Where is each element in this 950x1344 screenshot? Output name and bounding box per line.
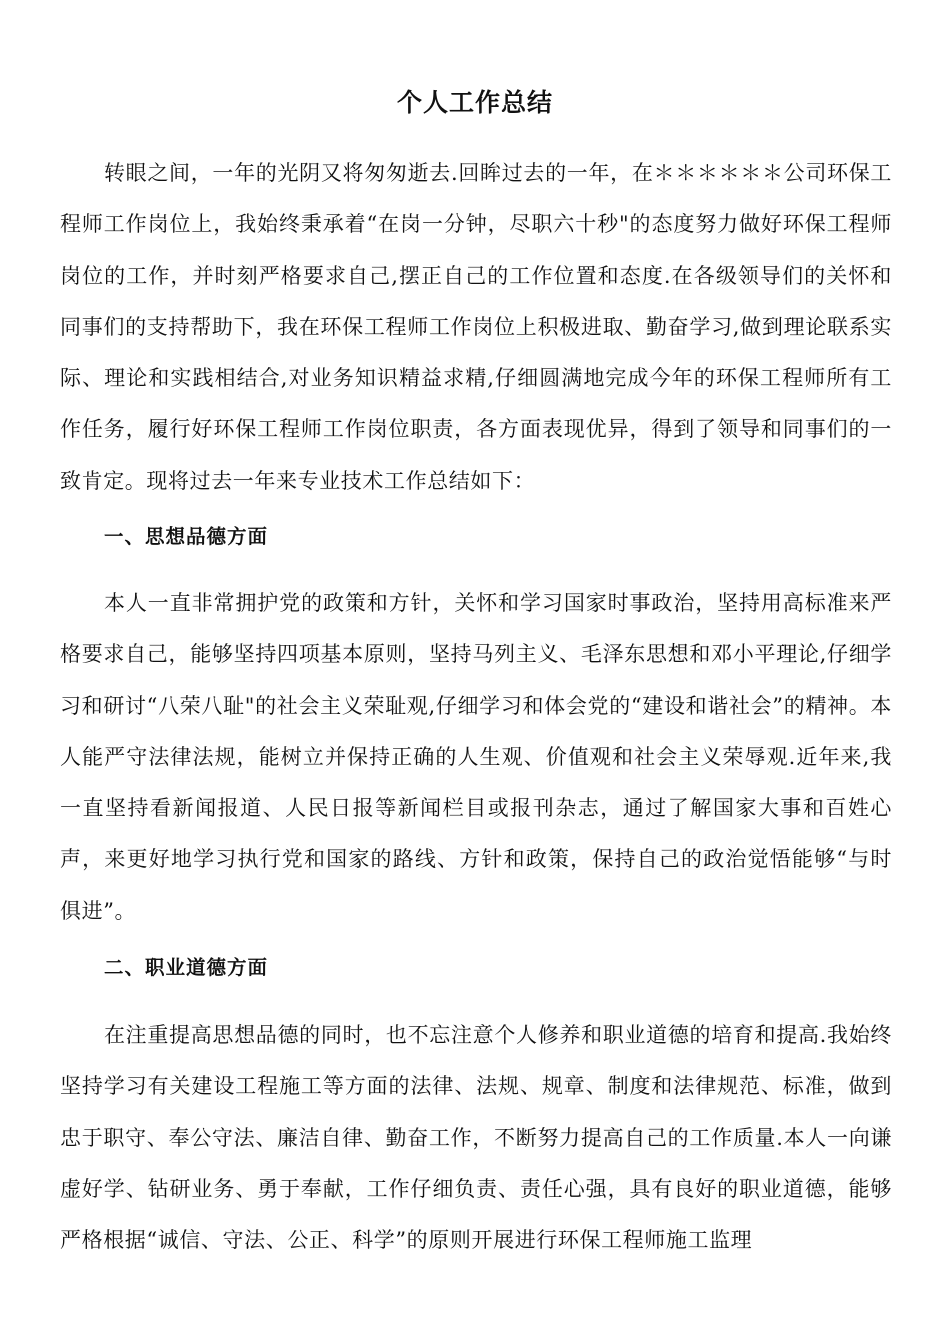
section-heading-ideology: 一、思想品德方面 <box>104 525 269 548</box>
document-title: 个人工作总结 <box>396 88 553 117</box>
section-heading-ethics: 二、职业道德方面 <box>104 956 269 979</box>
ideology-paragraph: 本人一直非常拥护党的政策和方针，关怀和学习国家时事政治，坚持用高标准来严格要求自己，能够坚持四项基本原则，坚持马列主义、毛泽东思想和邓小平理论,仔细学习和研讨“八荣八耻"的社会主义荣耻观,仔细学习和体会党的“建设和谐社会”的精神。本人能严守法律法规，能树立并保持正确的人生观、价值观和社会主义荣辱观.近年来,我一直坚持看新闻报道、人民日报等新闻栏目或报刊杂志，通过了解国家大事和百姓心声，来更好地学习执行党和国家的路线、方针和政策，保持自己的政治觉悟能够“与时俱进”。 <box>60 591 892 923</box>
ethics-paragraph: 在注重提高思想品德的同时，也不忘注意个人修养和职业道德的培育和提高.我始终坚持学习有关建设工程施工等方面的法律、法规、规章、制度和法律规范、标准，做到忠于职守、奉公守法、廉洁自律、勤奋工作，不断努力提高自己的工作质量.本人一向谦虚好学、钻研业务、勇于奉献，工作仔细负责、责任心强，具有良好的职业道德，能够严格根据“诚信、守法、公正、科学”的原则开展进行环保工程师施工监理 <box>60 1023 892 1253</box>
intro-paragraph: 转眼之间，一年的光阴又将匆匆逝去.回眸过去的一年，在＊＊＊＊＊＊公司环保工程师工作岗位上，我始终秉承着“在岗一分钟，尽职六十秒"的态度努力做好环保工程师岗位的工作，并时刻严格要求自己,摆正自己的工作位置和态度.在各级领导们的关怀和同事们的支持帮助下，我在环保工程师工作岗位上积极进取、勤奋学习,做到理论联系实际、理论和实践相结合,对业务知识精益求精,仔细圆满地完成今年的环保工程师所有工作任务，履行好环保工程师工作岗位职责，各方面表现优异，得到了领导和同事们的一致肯定。现将过去一年来专业技术工作总结如下： <box>60 161 892 493</box>
